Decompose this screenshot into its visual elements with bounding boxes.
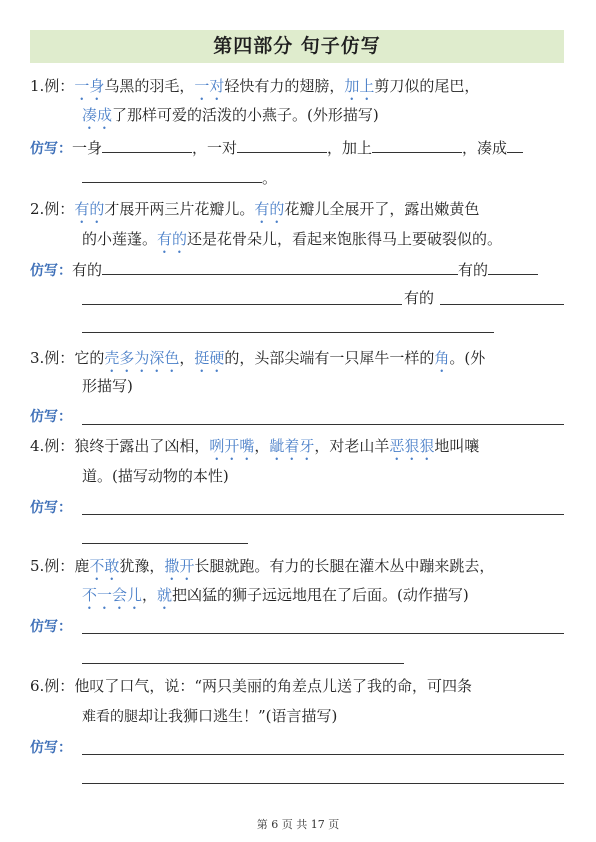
answer-line[interactable] xyxy=(82,754,564,755)
answer-line[interactable] xyxy=(82,424,564,425)
item-2-fill-3: 有的 xyxy=(404,289,435,307)
item-6-line-1: 6.例：他叹了口气，说：“两只美丽的角差点儿送了我的命，可四条 xyxy=(30,677,472,695)
answer-line[interactable] xyxy=(82,663,404,664)
rewrite-label: 仿写： xyxy=(30,141,72,157)
item-4-answer-row xyxy=(30,496,72,519)
answer-line[interactable] xyxy=(82,332,494,333)
item-3-line-2: 形描写) xyxy=(82,377,133,395)
answer-line[interactable] xyxy=(82,182,262,183)
item-6-line-2: 难看的腿却让我狮口逃生！”(语言描写) xyxy=(82,707,338,725)
answer-blank[interactable] xyxy=(507,136,523,153)
section-title: 第四部分 句子仿写 xyxy=(213,35,381,57)
item-6-answer-row xyxy=(30,736,72,759)
rewrite-label: 仿写： xyxy=(30,263,72,279)
item-4-line-1: 4.例：狼终于露出了凶相，咧开嘴，龇着牙，对老山羊恶狠狠地叫嚷 xyxy=(30,437,480,455)
item-number: 6.例： xyxy=(30,677,75,695)
answer-line[interactable] xyxy=(82,304,402,305)
item-3-line-1: 3.例：它的壳多为深色，挺硬的，头部尖端有一只犀牛一样的角。(外 xyxy=(30,349,486,367)
page-footer: 第 6 页 共 17 页 xyxy=(256,818,340,831)
answer-blank[interactable] xyxy=(488,258,538,275)
item-number: 2.例： xyxy=(30,200,75,218)
item-2-line-2: 的小莲蓬。有的还是花骨朵儿，看起来饱胀得马上要破裂似的。 xyxy=(82,230,503,248)
answer-blank[interactable] xyxy=(237,136,327,153)
item-number: 5.例： xyxy=(30,557,75,575)
item-2-line-1: 2.例：有的才展开两三片花瓣儿。有的花瓣儿全展开了，露出嫩黄色 xyxy=(30,200,480,218)
item-2-answer-row: 仿写：有的 有的 xyxy=(30,258,538,282)
item-1-answer-row: 仿写：一身 ，一对 ，加上 ，凑成 xyxy=(30,136,523,160)
answer-blank[interactable] xyxy=(102,258,458,275)
item-1-line-2: 凑成了那样可爱的活泼的小燕子。(外形描写) xyxy=(82,106,379,124)
item-1-line-1: 1.例：一身乌黑的羽毛，一对轻快有力的翅膀，加上剪刀似的尾巴， xyxy=(30,77,480,95)
item-number: 4.例： xyxy=(30,437,75,455)
answer-line[interactable] xyxy=(440,304,564,305)
rewrite-label: 仿写： xyxy=(30,500,72,516)
rewrite-label: 仿写： xyxy=(30,619,72,635)
answer-blank[interactable] xyxy=(102,136,192,153)
answer-blank[interactable] xyxy=(372,136,462,153)
item-3-answer-row xyxy=(30,405,72,428)
item-5-line-1: 5.例：鹿不敢犹豫，撒开长腿就跑。有力的长腿在灌木丛中蹦来跳去， xyxy=(30,557,495,575)
answer-line[interactable] xyxy=(82,633,564,634)
item-4-line-2: 道。(描写动物的本性) xyxy=(82,467,229,485)
answer-line[interactable] xyxy=(82,783,564,784)
item-number: 3.例： xyxy=(30,349,75,367)
item-5-answer-row xyxy=(30,615,72,638)
answer-line[interactable] xyxy=(82,514,564,515)
rewrite-label: 仿写： xyxy=(30,740,72,756)
rewrite-label: 仿写： xyxy=(30,409,72,425)
answer-line[interactable] xyxy=(82,543,248,544)
section-title-bar xyxy=(30,30,564,63)
item-5-line-2: 不一会儿，就把凶猛的狮子远远地甩在了后面。(动作描写) xyxy=(82,586,469,604)
item-1-end-mark: 。 xyxy=(262,169,278,187)
item-number: 1.例： xyxy=(30,77,75,95)
